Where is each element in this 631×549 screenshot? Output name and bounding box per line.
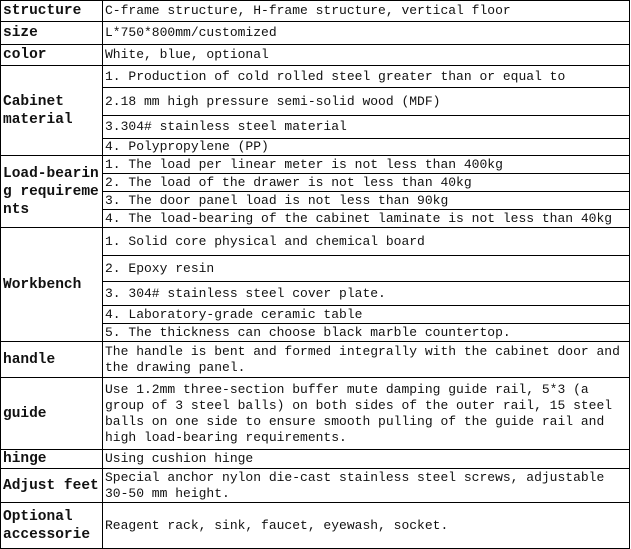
label-guide: guide xyxy=(1,378,103,450)
workbench-item: 2. Epoxy resin xyxy=(103,256,630,282)
label-color: color xyxy=(1,45,103,66)
load-item: 3. The door panel load is not less than 90kg xyxy=(103,192,630,210)
label-handle: handle xyxy=(1,342,103,378)
label-structure: structure xyxy=(1,1,103,22)
cabinet-item: 3.304# stainless steel material xyxy=(103,116,630,139)
label-workbench: Workbench xyxy=(1,228,103,342)
value-handle: The handle is bent and formed integrally with the cabinet door and the drawing panel. xyxy=(103,342,630,378)
value-guide: Use 1.2mm three-section buffer mute damping guide rail, 5*3 (a group of 3 steel balls) on both sides of the outer rail, 15 steel balls on one side to ensure smooth pulling of the guide rail and high load-bearing requirements. xyxy=(103,378,630,450)
label-cabinet-material: Cabinet material xyxy=(1,66,103,156)
value-hinge: Using cushion hinge xyxy=(103,450,630,469)
label-adjust-feet: Adjust feet xyxy=(1,469,103,503)
value-adjust-feet: Special anchor nylon die-cast stainless steel screws, adjustable 30-50 mm height. xyxy=(103,469,630,503)
workbench-item: 4. Laboratory-grade ceramic table xyxy=(103,306,630,324)
load-item: 4. The load-bearing of the cabinet laminate is not less than 40kg xyxy=(103,210,630,228)
cabinet-item: 1. Production of cold rolled steel greater than or equal to xyxy=(103,66,630,88)
value-size: L*750*800mm/customized xyxy=(103,22,630,45)
label-size: size xyxy=(1,22,103,45)
cabinet-item: 2.18 mm high pressure semi-solid wood (MDF) xyxy=(103,88,630,116)
label-load-bearing: Load-bearing requirements xyxy=(1,156,103,228)
workbench-item: 3. 304# stainless steel cover plate. xyxy=(103,282,630,306)
load-item: 1. The load per linear meter is not less than 400kg xyxy=(103,156,630,174)
label-optional-accessories: Optional accessorie xyxy=(1,503,103,549)
load-item: 2. The load of the drawer is not less than 40kg xyxy=(103,174,630,192)
label-hinge: hinge xyxy=(1,450,103,469)
value-optional-accessories: Reagent rack, sink, faucet, eyewash, socket. xyxy=(103,503,630,549)
workbench-item: 5. The thickness can choose black marble countertop. xyxy=(103,324,630,342)
workbench-item: 1. Solid core physical and chemical board xyxy=(103,228,630,256)
value-structure: C-frame structure, H-frame structure, vertical floor xyxy=(103,1,630,22)
value-color: White, blue, optional xyxy=(103,45,630,66)
cabinet-item: 4. Polypropylene (PP) xyxy=(103,139,630,156)
